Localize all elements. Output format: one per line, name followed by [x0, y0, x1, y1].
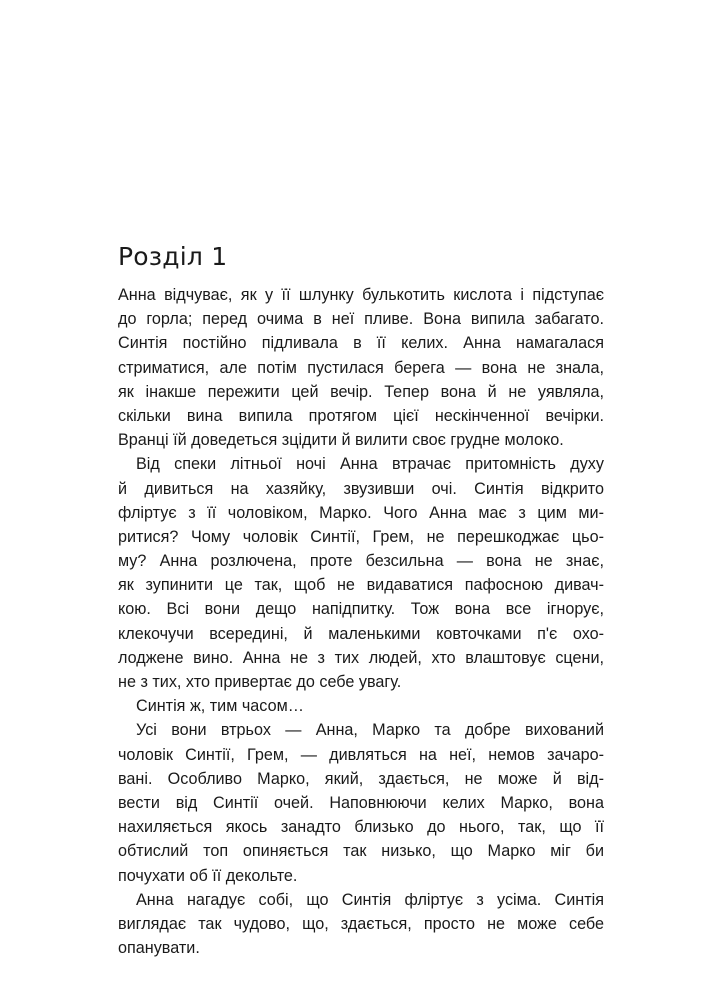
text-line: чоловік Синтії, Грем, — дивляться на неї, немов зачаро-: [118, 745, 604, 764]
paragraph: [118, 694, 604, 718]
text-line: му? Анна розлючена, проте безсильна — вона не знає,: [118, 552, 604, 571]
text-line: Синтія постійно підливала в її келих. Анна намагалася: [118, 334, 604, 353]
text-line: Анна нагадує собі, що Синтія фліртує з усіма. Синтія: [136, 890, 604, 909]
text-line: обтислий топ опиняється так низько, що Марко міг би: [118, 842, 604, 861]
text-line: опанувати.: [118, 939, 200, 958]
text-line: Синтія ж, тим часом…: [136, 697, 304, 716]
text-line: й дивиться на хазяйку, звузивши очі. Синтія відкрито: [118, 479, 604, 498]
text-line: не з тих, хто привертає до себе увагу.: [118, 673, 402, 691]
text-line: ритися? Чому чоловік Синтії, Грем, не перешкоджає цьо-: [118, 527, 604, 546]
text-line: як зупинити це так, щоб не видаватися пафосною дивач-: [118, 576, 604, 595]
text-line: Вранці їй доведеться зцідити й вилити своє грудне молоко.: [118, 431, 564, 450]
text-line: кою. Всі вони дещо напідпитку. Тож вона все ігнорує,: [118, 600, 604, 619]
text-line: Від спеки літньої ночі Анна втрачає притомність духу: [136, 455, 604, 474]
text-line: Анна відчуває, як у її шлунку булькотить кислота і підступає: [118, 286, 604, 304]
text-line: лоджене вино. Анна не з тих людей, хто влаштовує сцени,: [118, 648, 604, 667]
text-line: скільки вина випила протягом цієї нескінченної вечірки.: [118, 406, 604, 425]
text-line: клекочучи всередині, й маленькими ковточками п'є охо-: [118, 624, 604, 643]
chapter-title: Розділ 1: [118, 242, 228, 271]
text-line: стриматися, але потім пустилася берега — вона не знала,: [118, 358, 604, 377]
text-line: до горла; перед очима в неї пливе. Вона випила забагато.: [118, 310, 604, 329]
text-line: фліртує з її чоловіком, Марко. Чого Анна має з цим ми-: [118, 503, 604, 522]
text-line: вані. Особливо Марко, який, здається, не може й від-: [118, 769, 604, 788]
paragraph: [118, 452, 604, 694]
chapter-body: [118, 283, 604, 960]
text-line: Усі вони втрьох — Анна, Марко та добре вихований: [136, 721, 604, 740]
paragraph: [118, 888, 604, 961]
text-line: почухати об її декольте.: [118, 866, 298, 885]
paragraph: [118, 718, 604, 887]
text-line: виглядає так чудово, що, здається, просто не може себе: [118, 914, 604, 933]
text-line: вести від Синтії очей. Наповнюючи келих Марко, вона: [118, 793, 604, 812]
text-line: нахиляється якось занадто близько до нього, так, що її: [118, 818, 604, 837]
book-page: [118, 0, 604, 1000]
paragraph: [118, 283, 604, 452]
text-line: як інакше пережити цей вечір. Тепер вона й не уявляла,: [118, 382, 604, 401]
